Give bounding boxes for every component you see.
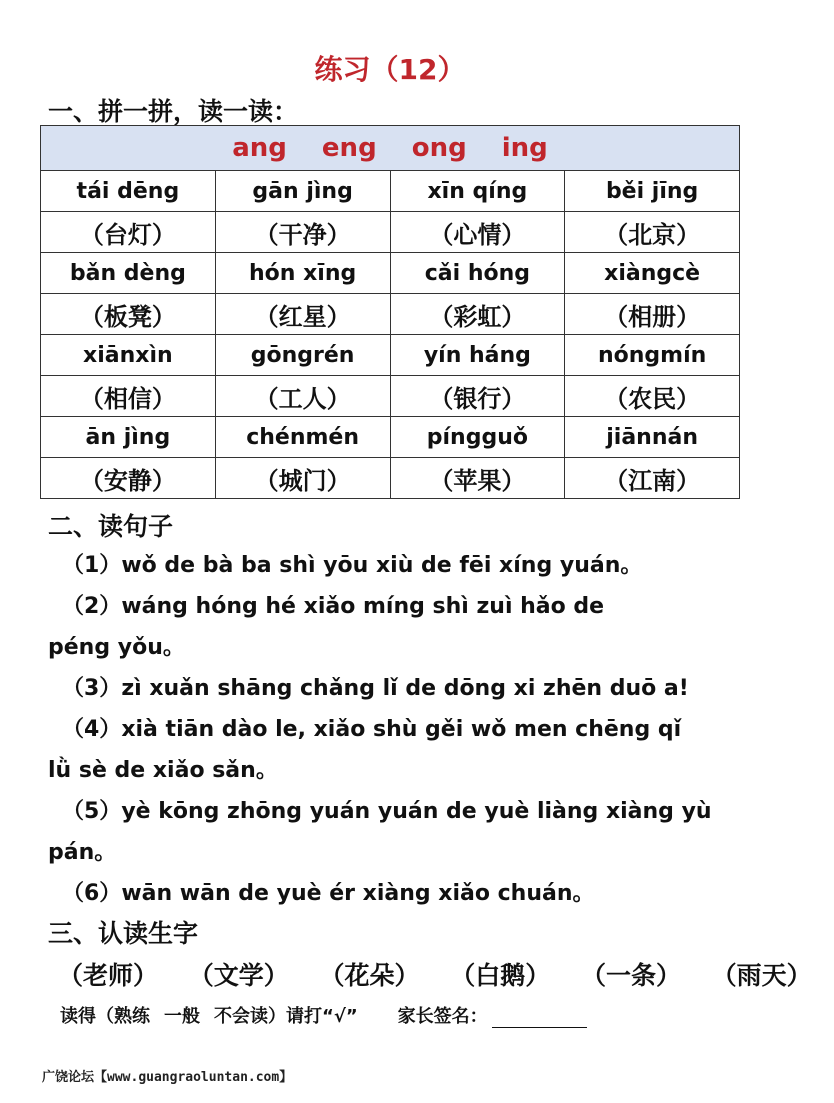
hanzi-cell: （相册） bbox=[565, 294, 740, 335]
sentence-text: xià tiān dào le, xiǎo shù gěi wǒ men chēng qǐ bbox=[121, 717, 682, 742]
sentence-list bbox=[48, 545, 738, 914]
finals-header: ang eng ong ing bbox=[41, 126, 740, 171]
pinyin-row bbox=[41, 335, 740, 376]
hanzi-row bbox=[41, 458, 740, 499]
pinyin-cell: nóngmín bbox=[565, 335, 740, 376]
hanzi-cell: （板凳） bbox=[41, 294, 216, 335]
hanzi-cell: （红星） bbox=[215, 294, 390, 335]
hanzi-row bbox=[41, 294, 740, 335]
sentence-3 bbox=[48, 668, 738, 709]
sentence-number: （3） bbox=[62, 676, 122, 701]
pinyin-cell: jiānnán bbox=[565, 417, 740, 458]
sentence-line bbox=[62, 873, 738, 914]
pinyin-row bbox=[41, 171, 740, 212]
parent-signature-label: 家长签名： bbox=[397, 1006, 488, 1027]
sentence-continuation: lǜ sè de xiǎo sǎn。 bbox=[48, 758, 278, 783]
sentence-2 bbox=[48, 586, 738, 668]
pinyin-cell: běi jīng bbox=[565, 171, 740, 212]
character-word: （花朵） bbox=[319, 961, 420, 990]
hanzi-cell: （城门） bbox=[215, 458, 390, 499]
hanzi-cell: （心情） bbox=[390, 212, 565, 253]
sentence-line bbox=[62, 668, 738, 709]
pinyin-cell: píngguǒ bbox=[390, 417, 565, 458]
parent-signature-line bbox=[492, 1009, 587, 1028]
pinyin-cell: ān jìng bbox=[41, 417, 216, 458]
pinyin-row bbox=[41, 253, 740, 294]
sentence-line bbox=[62, 709, 738, 750]
sentence-text: wáng hóng hé xiǎo míng shì zuì hǎo de bbox=[121, 594, 605, 619]
pinyin-cell: bǎn dèng bbox=[41, 253, 216, 294]
read-prompt-cannot: 不会读）请打“√” bbox=[214, 1006, 358, 1027]
pinyin-table bbox=[40, 125, 740, 499]
footer-url: 【www.guangraoluntan.com】 bbox=[94, 1070, 293, 1085]
sentence-number: （1） bbox=[62, 553, 122, 578]
sentence-4 bbox=[48, 709, 738, 791]
section-2-heading: 二、读句子 bbox=[48, 512, 174, 541]
sentence-text: wǒ de bà ba shì yōu xiù de fēi xíng yuán。 bbox=[121, 553, 643, 578]
pinyin-cell: xīn qíng bbox=[390, 171, 565, 212]
pinyin-cell: xiàngcè bbox=[565, 253, 740, 294]
pinyin-cell: chénmén bbox=[215, 417, 390, 458]
read-prompt-average: 一般 bbox=[164, 1006, 200, 1027]
sentence-continuation: péng yǒu。 bbox=[48, 635, 185, 660]
page-title: 练习（12） bbox=[314, 53, 466, 86]
section-3-heading: 三、认读生字 bbox=[48, 919, 199, 948]
character-word: （一条） bbox=[580, 961, 681, 990]
pinyin-cell: yín háng bbox=[390, 335, 565, 376]
hanzi-cell: （工人） bbox=[215, 376, 390, 417]
hanzi-cell: （苹果） bbox=[390, 458, 565, 499]
hanzi-cell: （北京） bbox=[565, 212, 740, 253]
hanzi-cell: （银行） bbox=[390, 376, 565, 417]
sentence-text: zì xuǎn shāng chǎng lǐ de dōng xi zhēn duō a! bbox=[121, 676, 689, 701]
sentence-line bbox=[62, 586, 738, 627]
hanzi-cell: （彩虹） bbox=[390, 294, 565, 335]
sentence-1 bbox=[48, 545, 738, 586]
pinyin-cell: gōngrén bbox=[215, 335, 390, 376]
pinyin-cell: tái dēng bbox=[41, 171, 216, 212]
character-word: （白鹅） bbox=[450, 961, 551, 990]
hanzi-cell: （干净） bbox=[215, 212, 390, 253]
hanzi-row bbox=[41, 376, 740, 417]
hanzi-cell: （农民） bbox=[565, 376, 740, 417]
sentence-text: yè kōng zhōng yuán yuán de yuè liàng xiàng yù bbox=[121, 799, 712, 824]
read-prompt-fluent: 读得（熟练 bbox=[60, 1006, 150, 1027]
sentence-5 bbox=[48, 791, 738, 873]
character-word: （文学） bbox=[188, 961, 289, 990]
section-1-heading: 一、拼一拼，读一读： bbox=[48, 97, 299, 126]
hanzi-cell: （相信） bbox=[41, 376, 216, 417]
pinyin-row bbox=[41, 417, 740, 458]
sentence-number: （5） bbox=[62, 799, 122, 824]
sentence-text: wān wān de yuè ér xiàng xiǎo chuán。 bbox=[121, 881, 595, 906]
pinyin-cell: hón xīng bbox=[215, 253, 390, 294]
pinyin-cell: xiānxìn bbox=[41, 335, 216, 376]
sentence-line bbox=[62, 791, 738, 832]
finals-header-row bbox=[41, 126, 740, 171]
hanzi-cell: （台灯） bbox=[41, 212, 216, 253]
footer-site-name: 广饶论坛 bbox=[42, 1070, 95, 1085]
character-word: （雨天） bbox=[711, 961, 812, 990]
reading-evaluation bbox=[60, 1002, 587, 1028]
sentence-continuation: pán。 bbox=[48, 840, 117, 865]
hanzi-cell: （江南） bbox=[565, 458, 740, 499]
hanzi-row bbox=[41, 212, 740, 253]
sentence-6 bbox=[48, 873, 738, 914]
pinyin-cell: cǎi hóng bbox=[390, 253, 565, 294]
sentence-line bbox=[62, 545, 738, 586]
character-word: （老师） bbox=[58, 961, 159, 990]
sentence-number: （4） bbox=[62, 717, 122, 742]
pinyin-cell: gān jìng bbox=[215, 171, 390, 212]
character-word-list bbox=[58, 956, 812, 992]
hanzi-cell: （安静） bbox=[41, 458, 216, 499]
sentence-number: （2） bbox=[62, 594, 122, 619]
footer bbox=[42, 1066, 292, 1085]
sentence-number: （6） bbox=[62, 881, 122, 906]
